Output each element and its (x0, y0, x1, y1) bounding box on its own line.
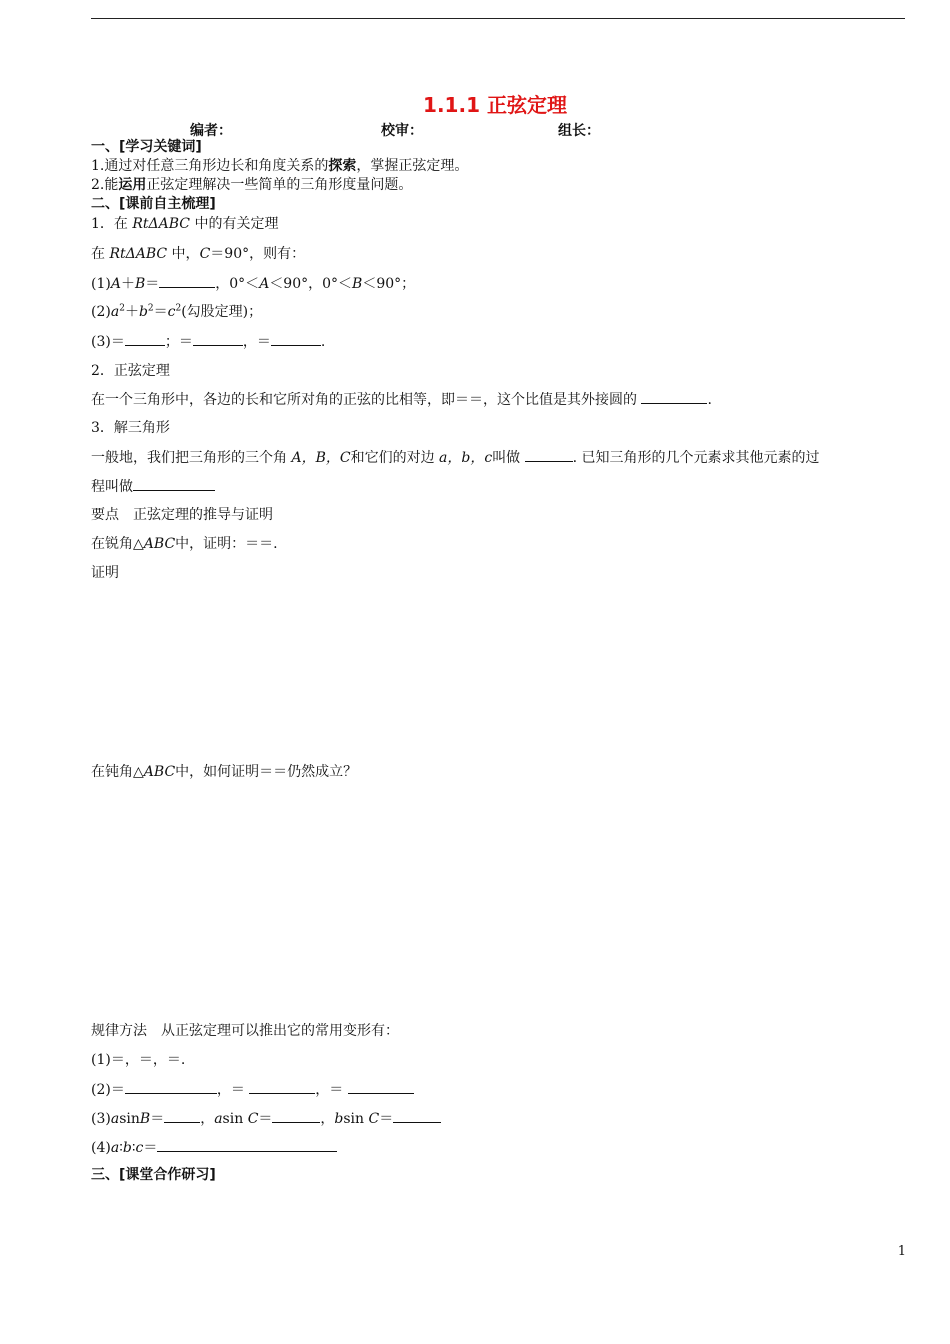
answer-blank[interactable] (393, 1109, 441, 1123)
page-title: 1.1.1 正弦定理 (423, 93, 567, 117)
section1-heading: 一、[学习关键词] (91, 139, 202, 155)
rt-property-2: $(2)a^2+b^2=c^2$(勾股定理)； (91, 303, 263, 320)
rule-method: 规律方法 从正弦定理可以推出它的常用变形有： (91, 1023, 399, 1039)
answer-blank[interactable] (125, 332, 165, 346)
header-rule (91, 18, 905, 19)
rt-property-3: (3)＝ ；＝ ，＝ . (91, 334, 326, 350)
objective-2: 2.能运用正弦定理解决一些简单的三角形度量问题。 (91, 177, 413, 193)
answer-blank[interactable] (159, 274, 215, 288)
editor-label: 编者： (190, 123, 232, 139)
answer-blank[interactable] (157, 1138, 337, 1152)
sine-law-heading: 2．正弦定理 (91, 363, 170, 379)
answer-blank[interactable] (525, 448, 573, 462)
section2-heading: 二、[课前自主梳理] (91, 196, 216, 212)
answer-blank[interactable] (348, 1080, 414, 1094)
sine-law-statement: 在一个三角形中，各边的长和它所对角的正弦的比相等，即＝＝，这个比值是其外接圆的 . (91, 392, 712, 408)
rt-triangle-heading: 1．在 RtΔABC 中的有关定理 (91, 216, 279, 232)
answer-blank[interactable] (193, 332, 243, 346)
answer-blank[interactable] (133, 477, 215, 491)
key-point: 要点 正弦定理的推导与证明 (91, 507, 273, 523)
reviewer-label: 校审： (381, 123, 423, 139)
variant-3: (3)asinB＝ ，asin C＝ ，bsin C＝ (91, 1109, 441, 1128)
answer-blank[interactable] (164, 1109, 200, 1123)
variant-2: (2)＝ ，＝ ，＝ (91, 1080, 414, 1099)
rt-property-1: (1)A＋B＝ ，0°＜A＜90°，0°＜B＜90°； (91, 276, 416, 292)
proof-label: 证明 (91, 565, 119, 581)
variant-1: (1)＝，＝，＝. (91, 1052, 186, 1068)
solve-triangle-text-cont: 程叫做 (91, 477, 215, 496)
objective-1: 1.通过对任意三角形边长和角度关系的探索，掌握正弦定理。 (91, 158, 469, 174)
obtuse-proof-prompt: 在钝角△ABC中，如何证明＝＝仍然成立？ (91, 764, 358, 780)
answer-blank[interactable] (641, 390, 707, 404)
answer-blank[interactable] (249, 1080, 315, 1094)
answer-blank[interactable] (272, 1109, 320, 1123)
leader-label: 组长： (558, 123, 600, 139)
acute-proof-prompt: 在锐角△ABC中，证明：＝＝. (91, 536, 278, 552)
rt-triangle-intro: 在 RtΔABC 中，C＝90°，则有： (91, 246, 306, 262)
variant-4: (4)a∶b∶c＝ (91, 1138, 337, 1157)
solve-triangle-text: 一般地，我们把三角形的三个角 A，B，C和它们的对边 a，b，c叫做 . 已知三角形的几个元素求其他元素的过 (91, 450, 820, 466)
solve-triangle-heading: 3．解三角形 (91, 420, 170, 436)
section3-heading: 三、[课堂合作研习] (91, 1167, 216, 1183)
answer-blank[interactable] (125, 1080, 217, 1094)
page-number: 1 (897, 1244, 906, 1259)
answer-blank[interactable] (271, 332, 321, 346)
